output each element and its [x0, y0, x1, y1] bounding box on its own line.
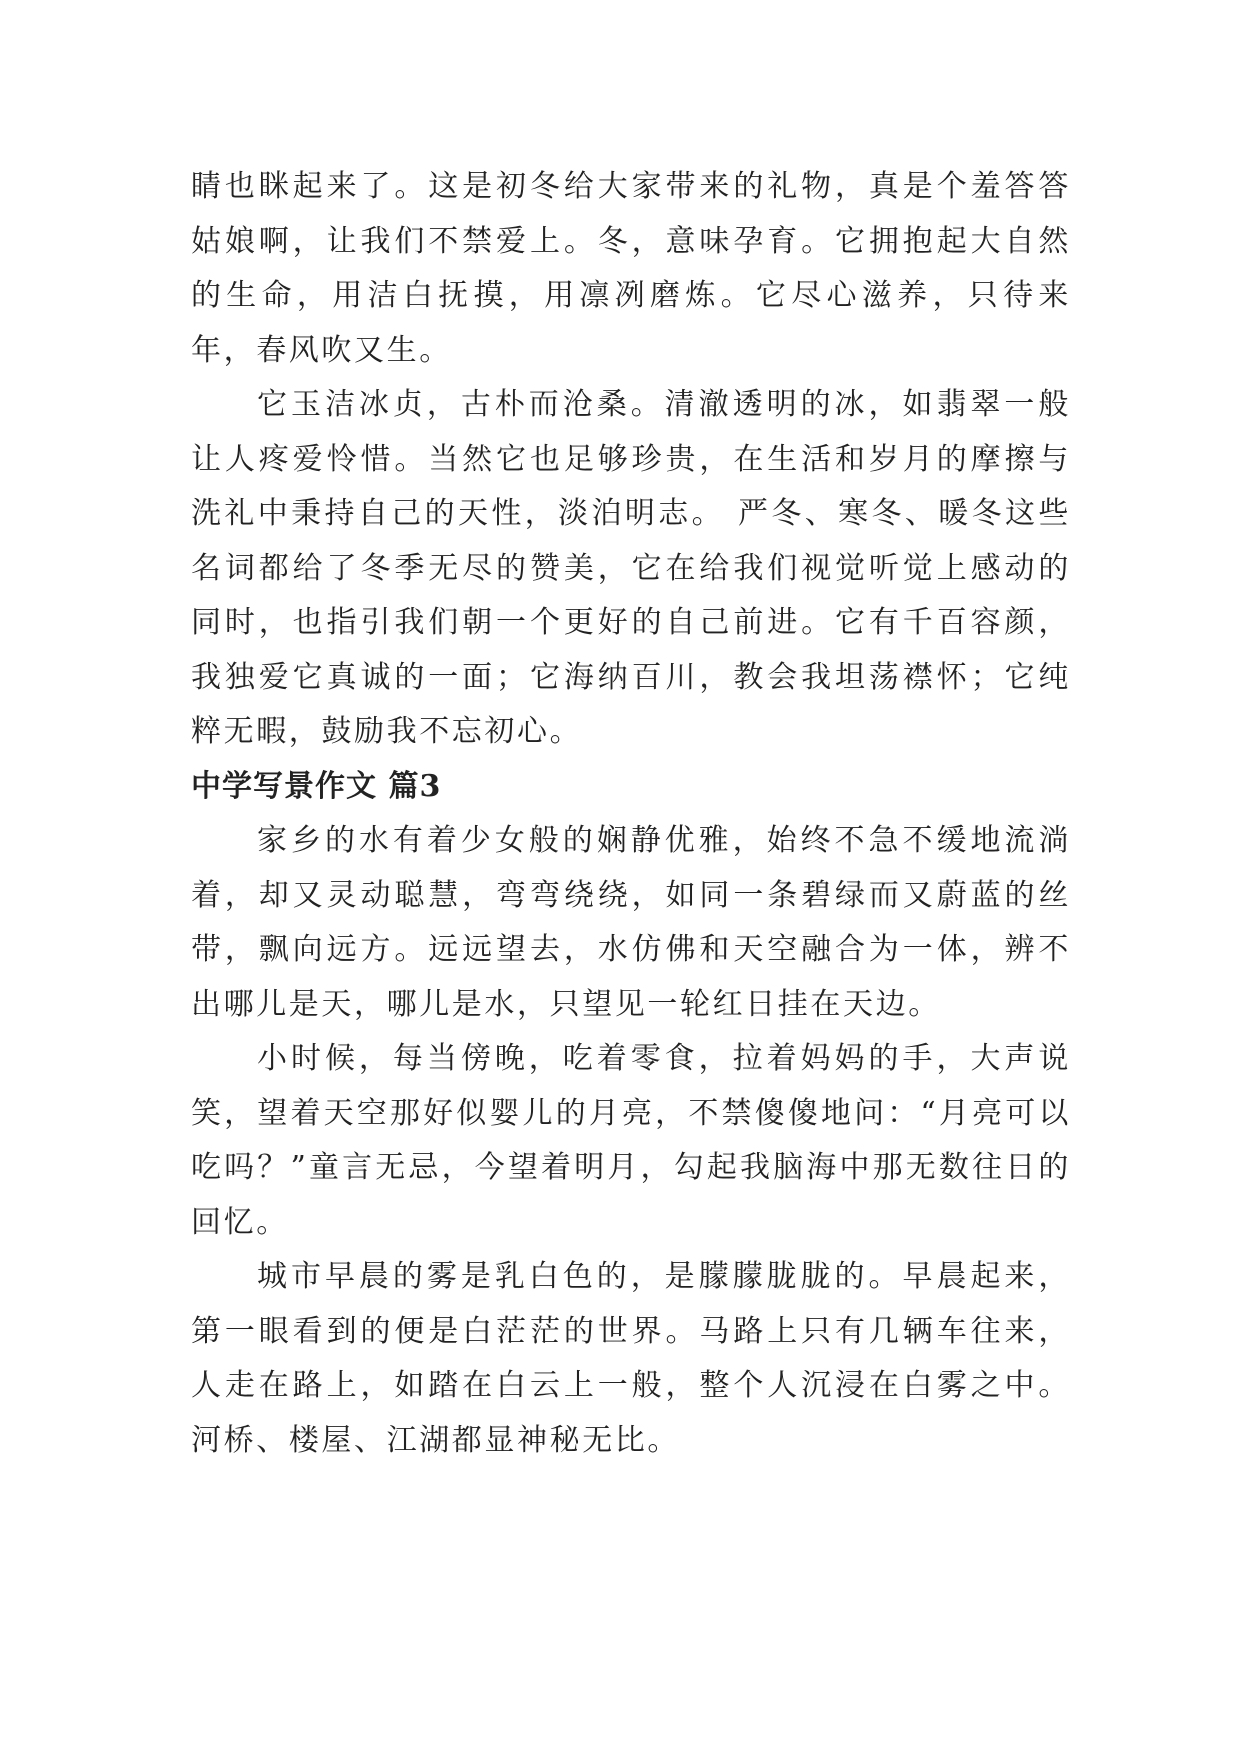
paragraph-morning-fog: 城市早晨的雾是乳白色的，是朦朦胧胧的。早晨起来，第一眼看到的便是白茫茫的世界。马路上只有几辆车往来，人走在路上，如踏在白云上一般，整个人沉浸在白雾之中。河桥、楼屋、江湖都显神秘无比。	[191, 1259, 1071, 1458]
section-heading: 中学写景作文 篇3	[191, 768, 442, 804]
paragraph-childhood-moon: 小时候，每当傍晚，吃着零食，拉着妈妈的手，大声说笑，望着天空那好似婴儿的月亮，不禁傻傻地问：“月亮可以吃吗？”童言无忌，今望着明月，勾起我脑海中那无数往日的回忆。	[191, 1041, 1071, 1240]
paragraph-winter-gift: 睛也眯起来了。这是初冬给大家带来的礼物，真是个羞答答姑娘啊，让我们不禁爱上。冬，意味孕育。它拥抱起大自然的生命，用洁白抚摸，用凛冽磨炼。它尽心滋养，只待来年，春风吹又生。	[191, 169, 1071, 368]
paragraph-winter-virtue: 它玉洁冰贞，古朴而沧桑。清澈透明的冰，如翡翠一般让人疼爱怜惜。当然它也足够珍贵，在生活和岁月的摩擦与洗礼中秉持自己的天性，淡泊明志。 严冬、寒冬、暖冬这些名词都给了冬季无尽的赞美，它在给我们视觉听觉上感动的同时，也指引我们朝一个更好的自己前进。它有千百容颜，我独爱它真诚的一面；它海纳百川，教会我坦荡襟怀；它纯粹无暇，鼓励我不忘初心。	[191, 387, 1071, 749]
paragraph-hometown-water: 家乡的水有着少女般的娴静优雅，始终不急不缓地流淌着，却又灵动聪慧，弯弯绕绕，如同一条碧绿而又蔚蓝的丝带，飘向远方。远远望去，水仿佛和天空融合为一体，辨不出哪儿是天，哪儿是水，只望见一轮红日挂在天边。	[191, 823, 1071, 1022]
document-body	[191, 160, 1071, 1468]
